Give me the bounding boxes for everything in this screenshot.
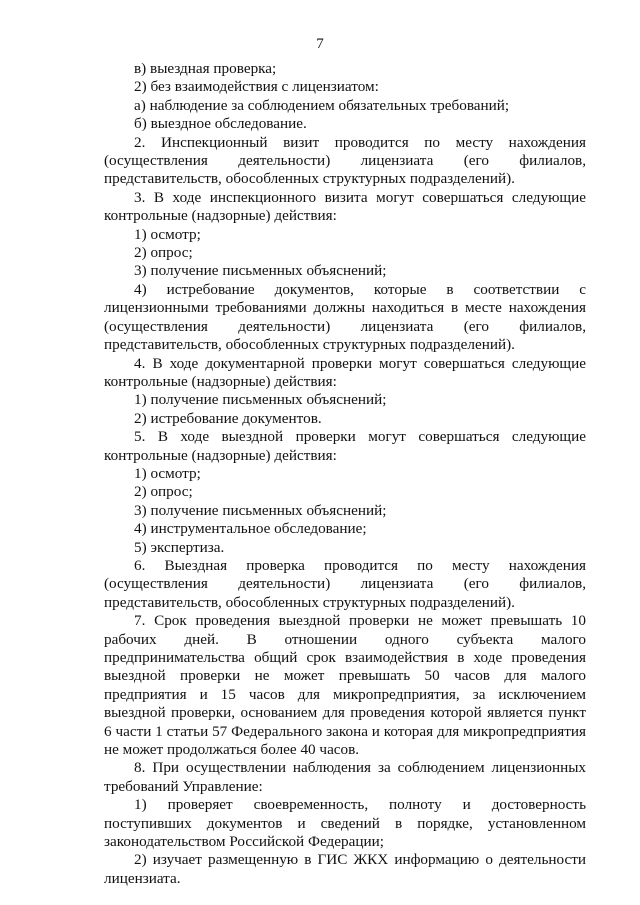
paragraph: 8. При осуществлении наблюдения за соблюдением лицензионных требований Управление: [104,759,586,795]
list-item: 4) истребование документов, которые в соответствии с лицензионными требованиями должны находиться в месте нахождения (осуществления деятельности) лицензиата (его филиалов, представительств, обособленных структурных подразделений). [104,280,586,354]
list-item: 2) изучает размещенную в ГИС ЖКХ информацию о деятельности лицензиата. [104,851,586,887]
paragraph: 2. Инспекционный визит проводится по месту нахождения (осуществления деятельности) лицензиата (его филиалов, представительств, обособленных структурных подразделений). [104,133,586,188]
list-item: 1) осмотр; [134,464,201,482]
list-item: в) выездная проверка; [134,60,277,77]
list-item: 2) без взаимодействия с лицензиатом: [134,78,379,96]
paragraph: 4. В ходе документарной проверки могут совершаться следующие контрольные (надзорные) действия: [104,354,586,390]
list-item: 1) осмотр; [134,225,201,243]
list-item: 3) получение письменных объяснений; [134,262,387,280]
document-body [104,60,586,888]
page-number: 7 [316,36,324,52]
list-item: 4) инструментальное обследование; [134,520,367,538]
list-item: 2) истребование документов. [134,409,322,427]
list-item: 2) опрос; [134,483,193,501]
paragraph: 6. Выездная проверка проводится по месту нахождения (осуществления деятельности) лицензиата (его филиалов, представительств, обособленных структурных подразделений). [104,556,586,611]
paragraph: 3. В ходе инспекционного визита могут совершаться следующие контрольные (надзорные) действия: [104,188,586,225]
list-item: 3) получение письменных объяснений; [134,501,387,519]
list-item: 1) проверяет своевременность, полноту и достоверность поступивших документов и сведений в порядке, установленном законодательством Российской Федерации; [104,796,586,851]
list-item: 1) получение письменных объяснений; [134,391,387,409]
list-item: б) выездное обследование. [134,115,307,133]
list-item: 2) опрос; [134,244,193,262]
list-item: 5) экспертиза. [134,538,225,556]
paragraph: 5. В ходе выездной проверки могут совершаться следующие контрольные (надзорные) действия: [104,428,586,464]
paragraph: 7. Срок проведения выездной проверки не может превышать 10 рабочих дней. В отношении одного субъекта малого предпринимательства общий срок взаимодействия в ходе проведения выездной проверки не может превышать 50 часов для малого предприятия и 15 часов для микропредприятия, за исключением выездной проверки, основанием для проведения которой является пункт 6 части 1 статьи 57 Федерального закона и которая для микропредприятия не может продолжаться более 40 часов. [104,612,586,759]
list-item: а) наблюдение за соблюдением обязательных требований; [134,96,510,114]
